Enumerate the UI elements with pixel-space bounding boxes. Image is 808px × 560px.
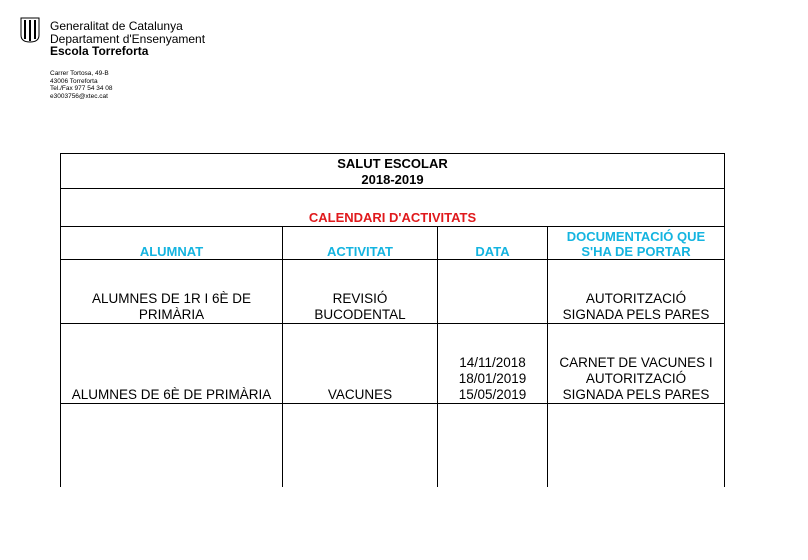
generalitat-logo-icon [20, 17, 40, 43]
table-title-line1: SALUT ESCOLAR [337, 156, 448, 171]
organization-header [50, 20, 205, 58]
row2-doc-line3: SIGNADA PELS PARES [562, 387, 710, 402]
table-row [61, 260, 725, 324]
calendar-title-row [61, 189, 725, 227]
row3-data [438, 404, 548, 487]
row1-documentacio [548, 260, 725, 324]
column-header-alumnat: ALUMNAT [61, 227, 283, 260]
department-name: Departament d'Ensenyament [50, 31, 206, 46]
row1-data [438, 260, 548, 324]
address-email: e3003756@xtec.cat [50, 92, 108, 100]
school-address [50, 70, 113, 100]
column-header-documentacio [548, 227, 725, 260]
row1-activitat [283, 260, 438, 324]
column-header-documentacio-line2: S'HA DE PORTAR [581, 244, 691, 259]
row1-alumnat-line2: PRIMÀRIA [138, 307, 205, 322]
column-header-row [61, 227, 725, 260]
row1-alumnat-line1: ALUMNES DE 1R I 6È DE [91, 291, 252, 306]
calendar-title: CALENDARI D'ACTIVITATS [61, 189, 725, 227]
row3-activitat [283, 404, 438, 487]
table-title [61, 154, 725, 189]
table-title-year: 2018-2019 [361, 172, 424, 187]
activities-table [60, 153, 725, 487]
table-row [61, 324, 725, 404]
column-header-activitat: ACTIVITAT [283, 227, 438, 260]
column-header-data: DATA [438, 227, 548, 260]
school-name: Escola Torreforta [50, 44, 149, 58]
row1-activitat-line2: BUCODENTAL [314, 307, 406, 322]
row2-doc-line1: CARNET DE VACUNES I [559, 355, 713, 370]
row2-date-1: 14/11/2018 [459, 355, 526, 370]
row1-activitat-line1: REVISIÓ [332, 291, 388, 306]
address-phone: Tel./Fax 977 54 34 08 [50, 85, 113, 93]
row2-activitat: VACUNES [283, 324, 438, 404]
row2-date-2: 18/01/2019 [458, 371, 527, 386]
row3-documentacio [548, 404, 725, 487]
row2-date-3: 15/05/2019 [458, 387, 527, 402]
row1-alumnat [61, 260, 283, 324]
column-header-documentacio-line1: DOCUMENTACIÓ QUE [566, 229, 706, 244]
row2-documentacio [548, 324, 725, 404]
org-name: Generalitat de Catalunya [50, 19, 183, 33]
row1-doc-line2: SIGNADA PELS PARES [562, 307, 710, 322]
row2-data [438, 324, 548, 404]
row3-alumnat [61, 404, 283, 487]
row2-alumnat: ALUMNES DE 6È DE PRIMÀRIA [61, 324, 283, 404]
row2-doc-line2: AUTORITZACIÓ [585, 371, 687, 386]
table-row [61, 404, 725, 487]
address-street: Carrer Tortosa, 49-B [50, 70, 109, 77]
address-city: 43006 Torreforta [50, 77, 98, 85]
row1-doc-line1: AUTORITZACIÓ [585, 291, 687, 306]
table-title-row [61, 154, 725, 189]
